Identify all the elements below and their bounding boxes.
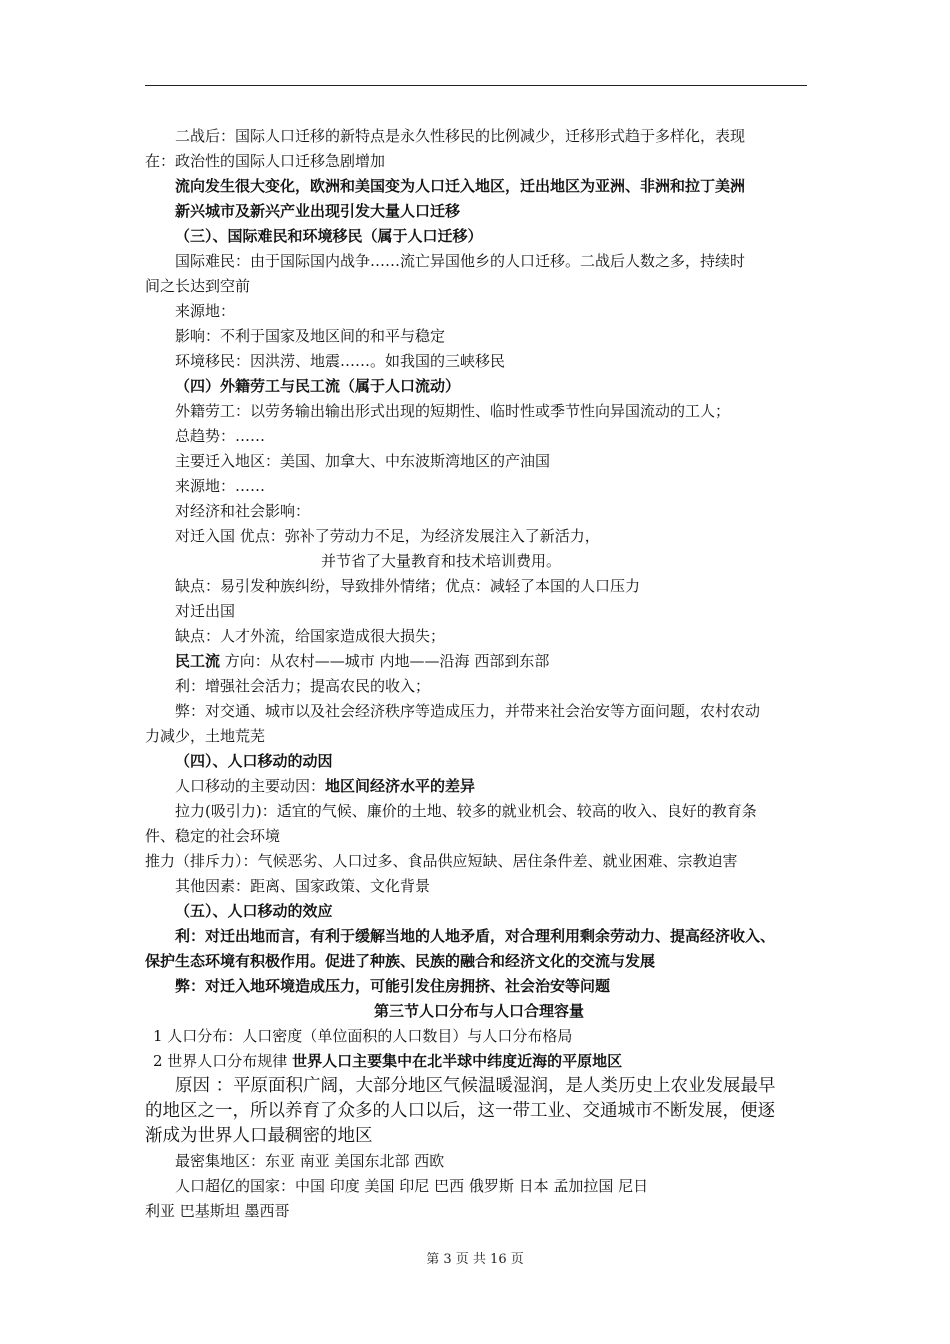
- paragraph: 弊：对迁入地环境造成压力，可能引发住房拥挤、社会治安等问题: [175, 977, 611, 995]
- paragraph: 人口超亿的国家：中国 印度 美国 印尼 巴西 俄罗斯 日本 孟加拉国 尼日: [175, 1177, 649, 1195]
- section-heading: （四）外籍劳工与民工流（属于人口流动）: [175, 377, 461, 395]
- section-heading: （三）、国际难民和环境移民（属于人口迁移）: [175, 227, 483, 245]
- text-span: 人口移动的主要动因：: [175, 777, 326, 795]
- paragraph: 渐成为世界人口最稠密的地区: [145, 1126, 373, 1146]
- paragraph: 对迁入国 优点：弥补了劳动力不足，为经济发展注入了新活力，: [175, 527, 600, 545]
- header-rule: [145, 85, 807, 86]
- paragraph: 其他因素：距离、国家政策、文化背景: [175, 877, 431, 895]
- paragraph: 环境移民：因洪涝、地震……。如我国的三峡移民: [175, 352, 506, 370]
- paragraph: 新兴城市及新兴产业出现引发大量人口迁移: [175, 202, 461, 220]
- paragraph: 利：增强社会活力；提高农民的收入；: [175, 677, 431, 695]
- paragraph: 间之长达到空前: [145, 277, 251, 295]
- paragraph: 来源地：……: [175, 477, 266, 495]
- chapter-title: 第三节人口分布与人口合理容量: [373, 1002, 584, 1020]
- text-span: 方向：从农村——城市 内地——沿海 西部到东部: [220, 652, 550, 670]
- paragraph: 缺点：人才外流，给国家造成很大损失；: [175, 627, 446, 645]
- document-body: [145, 124, 813, 1224]
- paragraph: 国际难民：由于国际国内战争……流亡异国他乡的人口迁移。二战后人数之多，持续时: [175, 252, 746, 270]
- paragraph: 保护生态环境有积极作用。促进了种族、民族的融合和经济文化的交流与发展: [145, 952, 656, 970]
- paragraph: 弊：对交通、城市以及社会经济秩序等造成压力，并带来社会治安等方面问题，农村农动: [175, 702, 761, 720]
- section-heading: （四）、人口移动的动因: [175, 752, 333, 770]
- paragraph: 原因 ：平原面积广阔，大部分地区气候温暖湿润，是人类历史上农业发展最早: [175, 1076, 776, 1096]
- paragraph: 利：对迁出地而言，有利于缓解当地的人地矛盾，对合理利用剩余劳动力、提高经济收入、: [175, 927, 776, 945]
- paragraph: 力减少，土地荒芜: [145, 727, 266, 745]
- paragraph: 外籍劳工：以劳务输出输出形式出现的短期性、临时性或季节性向异国流动的工人；: [175, 402, 731, 420]
- text-span: 2 世界人口分布规律: [153, 1052, 293, 1070]
- paragraph: 拉力(吸引力)：适宜的气候、廉价的土地、较多的就业机会、较高的收入、良好的教育条: [175, 802, 757, 820]
- paragraph: 在：政治性的国际人口迁移急剧增加: [145, 152, 386, 170]
- paragraph: 来源地：: [175, 302, 236, 320]
- paragraph: 对迁出国: [175, 602, 236, 620]
- paragraph: [145, 774, 813, 799]
- bold-span: 地区间经济水平的差异: [325, 777, 476, 795]
- paragraph: [145, 649, 813, 674]
- paragraph: 的地区之一，所以养育了众多的人口以后，这一带工业、交通城市不断发展，便逐: [145, 1101, 775, 1121]
- bold-label: 民工流: [175, 652, 221, 670]
- paragraph: 件、稳定的社会环境: [145, 827, 281, 845]
- paragraph: 1 人口分布：人口密度（单位面积的人口数目）与人口分布格局: [153, 1027, 573, 1045]
- paragraph: 利亚 巴基斯坦 墨西哥: [145, 1202, 290, 1220]
- paragraph: 推力（排斥力）：气候恶劣、人口过多、食品供应短缺、居住条件差、就业困难、宗教迫害: [145, 852, 738, 870]
- bold-span: 世界人口主要集中在北半球中纬度近海的平原地区: [292, 1052, 623, 1070]
- paragraph: 影响：不利于国家及地区间的和平与稳定: [175, 327, 446, 345]
- paragraph: 总趋势：……: [175, 427, 266, 445]
- paragraph: 对经济和社会影响：: [175, 502, 311, 520]
- paragraph: 最密集地区：东亚 南亚 美国东北部 西欧: [175, 1152, 445, 1170]
- section-heading: （五）、人口移动的效应: [175, 902, 333, 920]
- paragraph: 并节省了大量教育和技术培训费用。: [321, 552, 562, 570]
- paragraph: 二战后：国际人口迁移的新特点是永久性移民的比例减少，迁移形式趋于多样化，表现: [175, 127, 746, 145]
- page-number: 第 3 页 共 16 页: [426, 1252, 524, 1267]
- paragraph: 流向发生很大变化，欧洲和美国变为人口迁入地区，迁出地区为亚洲、非洲和拉丁美洲: [175, 177, 746, 195]
- paragraph: 缺点：易引发种族纠纷，导致排外情绪；优点：减轻了本国的人口压力: [175, 577, 641, 595]
- paragraph: [145, 1049, 813, 1074]
- paragraph: 主要迁入地区：美国、加拿大、中东波斯湾地区的产油国: [175, 452, 551, 470]
